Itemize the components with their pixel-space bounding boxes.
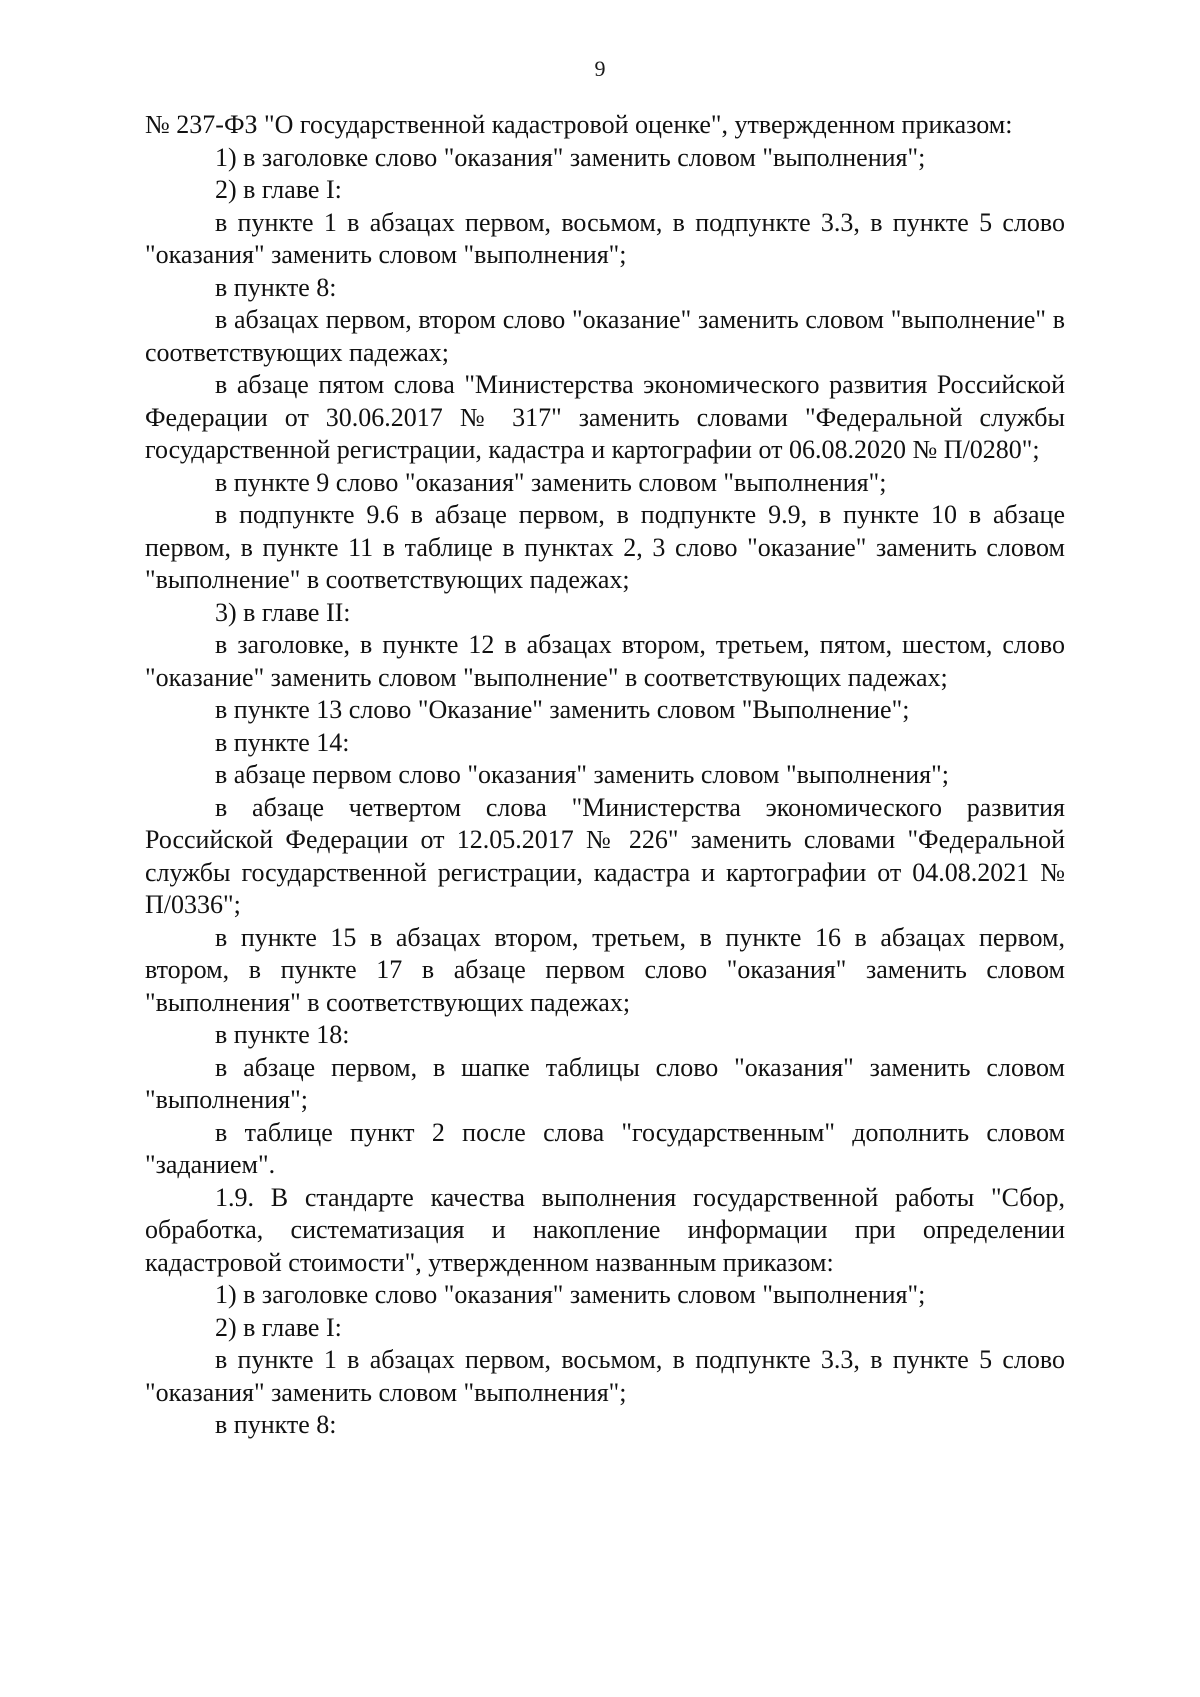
paragraph: 1.9. В стандарте качества выполнения государственной работы "Сбор, обработка, систематизация и накопление информации при определении кадастровой стоимости", утвержденном названным приказом: (145, 1182, 1065, 1277)
paragraph: в пункте 1 в абзацах первом, восьмом, в подпункте 3.3, в пункте 5 слово "оказания" заменить словом "выполнения"; (145, 1345, 1065, 1407)
paragraph: № 237-ФЗ "О государственной кадастровой оценке", утвержденном приказом: (145, 110, 1013, 139)
paragraph: 2) в главе I: (215, 1312, 342, 1342)
paragraph: 1) в заголовке слово "оказания" заменить словом "выполнения"; (215, 1280, 926, 1309)
paragraph: в пункте 15 в абзацах втором, третьем, в пункте 16 в абзацах первом, втором, в пункте 17 в абзаце первом слово "оказания" заменить словом "выполнения" в соответствующих падежах; (145, 922, 1065, 1017)
paragraph: 2) в главе I: (215, 175, 342, 204)
paragraph: в пункте 9 слово "оказания" заменить словом "выполнения"; (215, 467, 887, 497)
paragraph: в заголовке, в пункте 12 в абзацах втором, третьем, пятом, шестом, слово "оказание" заменить словом "выполнение" в соответствующих падежах; (145, 630, 1065, 692)
paragraph: 3) в главе II: (215, 597, 351, 627)
document-body (145, 109, 1065, 1442)
paragraph: в абзаце первом, в шапке таблицы слово "оказания" заменить словом "выполнения"; (145, 1052, 1065, 1114)
paragraph: в пункте 14: (215, 727, 350, 757)
paragraph: в таблице пункт 2 после слова "государственным" дополнить словом "заданием". (145, 1117, 1065, 1179)
paragraph: в пункте 13 слово "Оказание" заменить словом "Выполнение"; (215, 695, 910, 724)
paragraph: в пункте 8: (215, 1410, 337, 1439)
paragraph: в абзаце пятом слова "Министерства экономического развития Российской Федерации от 30.06.2017 № 317" заменить словами "Федеральной службы государственной регистрации, кадастра и картографии от 06.08.2020 № П/0280"; (145, 370, 1065, 464)
paragraph: в подпункте 9.6 в абзаце первом, в подпункте 9.9, в пункте 10 в абзаце первом, в пункте 11 в таблице в пунктах 2, 3 слово "оказание" заменить словом "выполнение" в соответствующих падежах; (145, 500, 1065, 594)
paragraph: в пункте 18: (215, 1020, 350, 1049)
paragraph: 1) в заголовке слово "оказания" заменить словом "выполнения"; (215, 142, 926, 172)
paragraph: в абзацах первом, втором слово "оказание" заменить словом "выполнение" в соответствующих падежах; (145, 305, 1065, 367)
paragraph: в пункте 1 в абзацах первом, восьмом, в подпункте 3.3, в пункте 5 слово "оказания" заменить словом "выполнения"; (145, 207, 1065, 269)
paragraph: в пункте 8: (215, 272, 337, 302)
page-number: 9 (594, 56, 606, 81)
paragraph: в абзаце первом слово "оказания" заменить словом "выполнения"; (215, 760, 949, 789)
paragraph: в абзаце четвертом слова "Министерства экономического развития Российской Федерации от 12.05.2017 № 226" заменить словами "Федеральной службы государственной регистрации, кадастра и картографии от 04.08.2021 № П/0336"; (145, 792, 1065, 919)
